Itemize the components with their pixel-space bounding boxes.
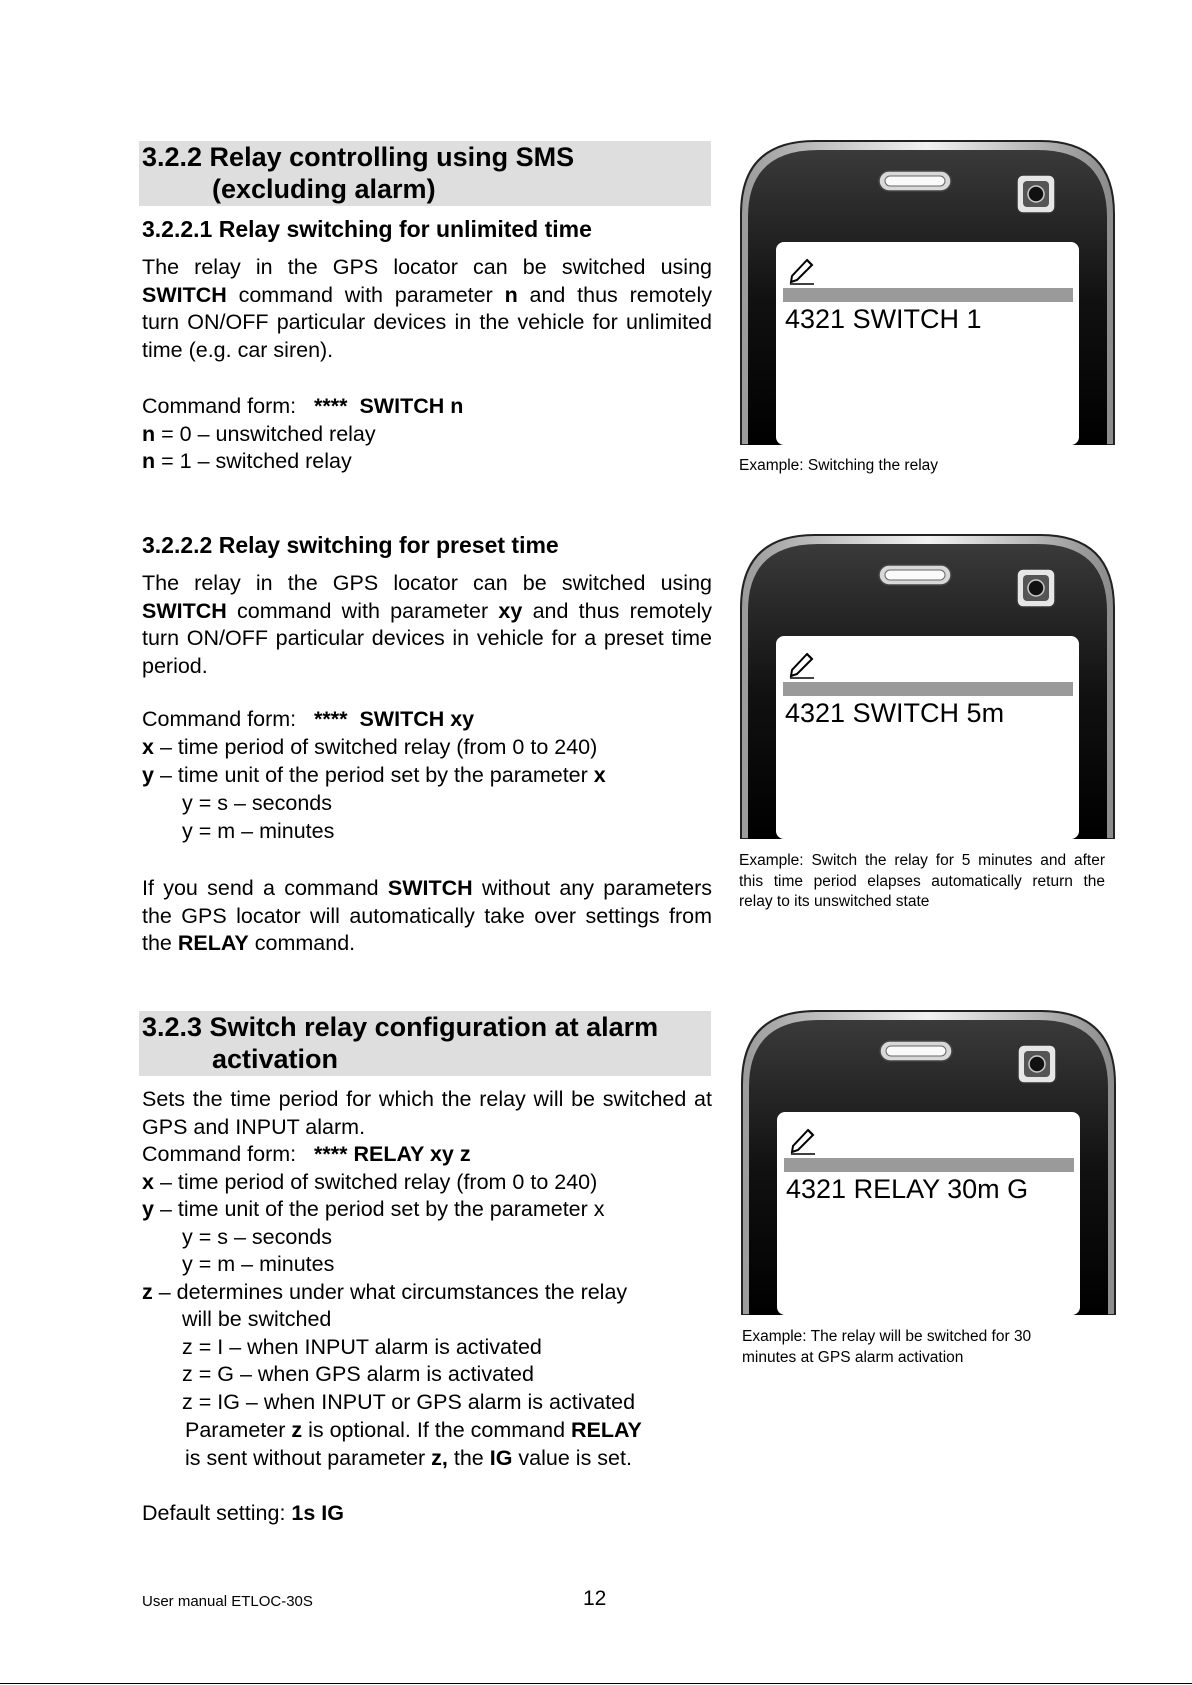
param-name: n (142, 422, 156, 446)
camera-icon (1018, 1045, 1056, 1083)
param-name: x (142, 735, 154, 759)
bottom-rule (0, 1683, 1192, 1684)
phone-caption: Example: Switch the relay for 5 minutes and after this time period elapses automatically return the relay to its unswitched state (739, 852, 1105, 910)
paragraph: Sets the time period for which the relay will be switched at GPS and INPUT alarm. (142, 1087, 712, 1139)
sms-message-text: 4321 RELAY 30m G (786, 1174, 1029, 1204)
command-value: **** RELAY xy z (314, 1142, 471, 1166)
param-text: – time period of switched relay (from 0 to 240) (153, 1170, 598, 1194)
keyword: SWITCH (387, 876, 473, 900)
phone-illustration (741, 1009, 1116, 1315)
param-text: – time period of switched relay (from 0 to 240) (153, 735, 598, 759)
phone-caption: Example: The relay will be switched for 30 minutes at GPS alarm activation (742, 1328, 1032, 1366)
command-value: **** SWITCH n (314, 394, 464, 418)
keyword: RELAY (177, 931, 249, 956)
param-name: x (142, 1170, 154, 1194)
section-title: 3.2.3 Switch relay configuration at alarm (142, 1012, 659, 1042)
param-line (142, 422, 376, 447)
param-option: z = I – when INPUT alarm is activated (182, 1335, 542, 1359)
param-line (142, 1170, 597, 1195)
paragraph (142, 570, 712, 680)
param-line (142, 735, 597, 760)
phone-frame (740, 533, 1115, 839)
command-form (142, 1142, 471, 1167)
paragraph (142, 875, 712, 958)
paragraph-text: and thus remotely turn ON/OFF particular devices in vehicle for a preset time period. (142, 598, 713, 678)
phone-caption: Example: Switching the relay (739, 457, 939, 474)
command-label: Command form: (142, 394, 297, 418)
keyword: RELAY (571, 1418, 642, 1442)
speaker-slot-icon (879, 565, 951, 585)
paragraph-text: without any parameters the GPS locator will automatically take over settings from the (142, 876, 712, 956)
camera-icon (1017, 175, 1055, 213)
param-text: – time unit of the period set by the parameter x (153, 1197, 605, 1221)
section-title-continued: activation (212, 1044, 339, 1074)
default-value: 1s IG (291, 1501, 344, 1525)
default-setting (142, 1501, 344, 1526)
command-label: Command form: (142, 1142, 297, 1166)
section-title-continued: (excluding alarm) (212, 174, 436, 204)
param-text: = 0 – unswitched relay (155, 422, 376, 446)
paragraph-text: If you send a command (142, 876, 388, 900)
param-text: = 1 – switched relay (155, 449, 352, 473)
keyword: IG (489, 1446, 513, 1470)
param-text: – time unit of the period set by the parameter (153, 763, 594, 787)
paragraph-text: and thus remotely turn ON/OFF particular devices in the vehicle for unlimited time (e.g. car siren). (142, 282, 713, 362)
param-line (142, 1280, 627, 1305)
param-note (185, 1446, 632, 1471)
param-option: z = IG – when INPUT or GPS alarm is activated (182, 1390, 636, 1414)
default-label: Default setting: (142, 1501, 292, 1525)
param-option: y = m – minutes (182, 1252, 335, 1276)
note-text: is optional. If the command (302, 1418, 571, 1442)
param-line (142, 1197, 605, 1222)
param-option: y = s – seconds (182, 791, 332, 815)
param-option: z = G – when GPS alarm is activated (182, 1362, 534, 1386)
param-name: y (142, 763, 154, 787)
note-text: Parameter (185, 1418, 292, 1442)
paragraph-text: The relay in the GPS locator can be switched using (142, 255, 712, 279)
keyword: SWITCH (142, 282, 227, 307)
param-line (142, 449, 352, 474)
speaker-slot-icon (879, 171, 951, 191)
keyword: n (504, 282, 518, 307)
paragraph-text: command with parameter (226, 598, 499, 623)
param-option: y = m – minutes (182, 819, 335, 843)
param-line-continued: will be switched (182, 1307, 332, 1331)
command-form (142, 394, 463, 419)
paragraph-text: The relay in the GPS locator can be switched using (142, 571, 712, 595)
paragraph-text: command with parameter (226, 282, 505, 307)
param-text: – determines under what circumstances the relay (152, 1280, 628, 1304)
paragraph (142, 254, 712, 364)
footer-manual-name: User manual ETLOC-30S (142, 1593, 313, 1610)
keyword: xy (498, 598, 523, 623)
param-name: y (142, 1197, 154, 1221)
param-name: n (142, 449, 156, 473)
command-value: **** SWITCH xy (314, 707, 475, 731)
phone-illustration (740, 533, 1115, 839)
param-note (185, 1418, 642, 1443)
subsection-heading: 3.2.2.1 Relay switching for unlimited time (142, 216, 592, 242)
phone-illustration (740, 139, 1115, 445)
section-title: 3.2.2 Relay controlling using SMS (142, 142, 575, 172)
subsection-heading: 3.2.2.2 Relay switching for preset time (142, 532, 559, 558)
param-option: y = s – seconds (182, 1225, 332, 1249)
param-name: z (142, 1280, 153, 1304)
note-text: the (447, 1446, 490, 1470)
speaker-slot-icon (880, 1041, 952, 1061)
command-label: Command form: (142, 707, 297, 731)
param-line (142, 763, 606, 788)
note-text: is sent without parameter (185, 1446, 432, 1470)
page-number: 12 (583, 1587, 607, 1610)
sms-message-text: 4321 SWITCH 1 (785, 304, 982, 334)
phone-frame (740, 139, 1115, 445)
keyword: z (291, 1418, 303, 1442)
param-name: x (593, 763, 606, 787)
command-form (142, 707, 474, 732)
note-text: value is set. (512, 1446, 632, 1470)
keyword: SWITCH (142, 598, 227, 623)
camera-icon (1017, 569, 1055, 607)
phone-frame (741, 1009, 1116, 1315)
paragraph-text: command. (248, 931, 356, 956)
sms-message-text: 4321 SWITCH 5m (785, 698, 1005, 728)
keyword: z, (431, 1446, 448, 1470)
